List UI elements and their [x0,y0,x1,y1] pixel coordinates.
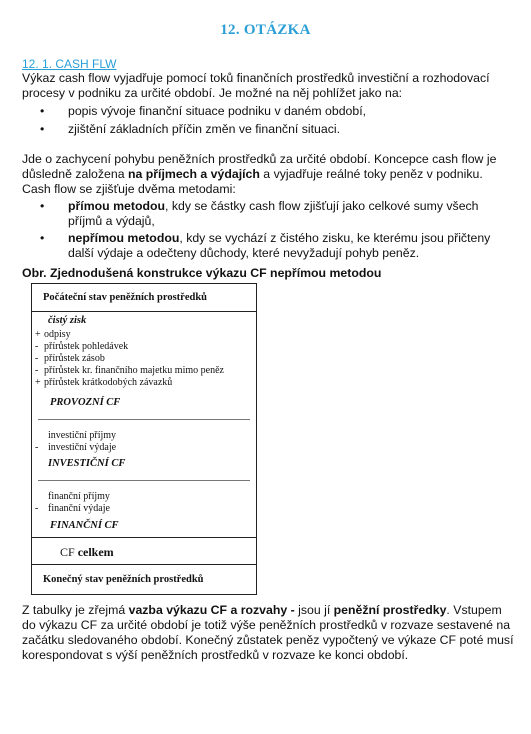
text-run: a vyjadřuje reálné toky peněz v podniku. [259,167,483,181]
op-item: přírůstek zásob [44,353,105,364]
text-run: důsledně založena [22,167,128,181]
text-run-bold: vazba výkazu CF a rozvahy - [128,603,299,617]
list-item-text [68,231,508,261]
figure-end-row: Konečný stav peněžních prostředků [43,574,204,585]
investing-cf-label: INVESTIČNÍ CF [48,458,126,469]
net-profit-label: čistý zisk [48,315,87,326]
text-run: , kdy se vychází z čistého zisku, ke kterému jsou přičteny [179,231,491,245]
paragraph-line: do výkazu CF za určité období je totiž výše peněžních prostředků v rozvaze sestavené na [22,618,511,632]
bullet-icon: • [40,199,45,213]
sign: - [35,341,39,352]
page-title: 12. OTÁZKA [220,22,311,38]
text-run: jsou jí [298,603,334,617]
text-run: Z tabulky je zřejmá [22,603,129,617]
text-run: další výdaje a odečteny důchody, které nevyžadují pohyb peněz. [68,246,420,260]
paragraph-line: začátku sledovaného období. Konečný zůstatek peněz vypočtený ve výkaze CF poté musí [22,633,514,647]
text-run: , kdy se částky cash flow zjišťují jako celkové sumy všech [165,199,479,213]
paragraph-line: korespondovat s výší peněžních prostředků v rozvaze ke konci období. [22,648,409,662]
paragraph-line [22,603,514,618]
figure-start-row: Počáteční stav peněžních prostředků [32,284,256,312]
text-run-bold: přímou metodou [68,199,166,213]
bullet-icon: • [40,231,45,245]
operating-cf-label: PROVOZNÍ CF [50,397,121,408]
sign: - [35,353,39,364]
text-run-bold: peněžní prostředky [333,603,447,617]
closing-paragraph [22,603,514,663]
text-run-bold: celkem [77,545,114,559]
paragraph-line [22,167,514,182]
sign: - [35,503,39,514]
sign: - [35,442,39,453]
text-run: CF [60,545,78,559]
list-item-text: popis vývoje finanční situace podniku v daném období, [68,104,367,118]
sign: - [35,365,39,376]
op-item: přírůstek krátkodobých závazků [44,377,173,388]
paragraph-line: Cash flow se zjišťuje dvěma metodami: [22,182,236,196]
inv-item: investiční výdaje [48,442,117,453]
op-item: odpisy [44,329,71,340]
cf-figure [31,283,257,595]
sign: + [35,377,41,388]
bullet-icon: • [40,122,45,136]
sign: + [35,329,41,340]
fin-item: finanční výdaje [48,503,110,514]
divider [38,419,250,420]
op-item: přírůstek kr. finančního majetku mimo peněz [44,365,224,376]
financing-cf-label: FINANČNÍ CF [50,520,119,531]
cf-total-row [32,537,256,565]
inv-item: investiční příjmy [48,430,117,441]
text-run-bold: na příjmech a výdajích [127,167,260,181]
figure-caption: Obr. Zjednodušená konstrukce výkazu CF nepřímou metodou [22,266,382,280]
paragraph-line: Jde o zachycení pohybu peněžních prostředků za určité období. Koncepce cash flow je [22,152,497,166]
intro-paragraph [22,71,514,101]
text-run: . Vstupem [446,603,502,617]
methods-paragraph [22,152,514,197]
op-item: přírůstek pohledávek [44,341,129,352]
list-item-text [68,199,508,229]
text-run: příjmů a výdajů, [68,214,155,228]
fin-item: finanční příjmy [48,491,110,502]
list-item-text: zjištění základních příčin změn ve finanční situaci. [68,122,341,136]
divider [38,480,250,481]
paragraph-line: Výkaz cash flow vyjadřuje pomocí toků finančních prostředků investiční a rozhodovací [22,71,490,85]
section-heading: 12. 1. CASH FLW [22,57,117,71]
paragraph-line: procesy v podniku za určité období. Je možné na něj pohlížet jako na: [22,86,403,100]
bullet-icon: • [40,104,45,118]
text-run-bold: nepřímou metodou [68,231,180,245]
